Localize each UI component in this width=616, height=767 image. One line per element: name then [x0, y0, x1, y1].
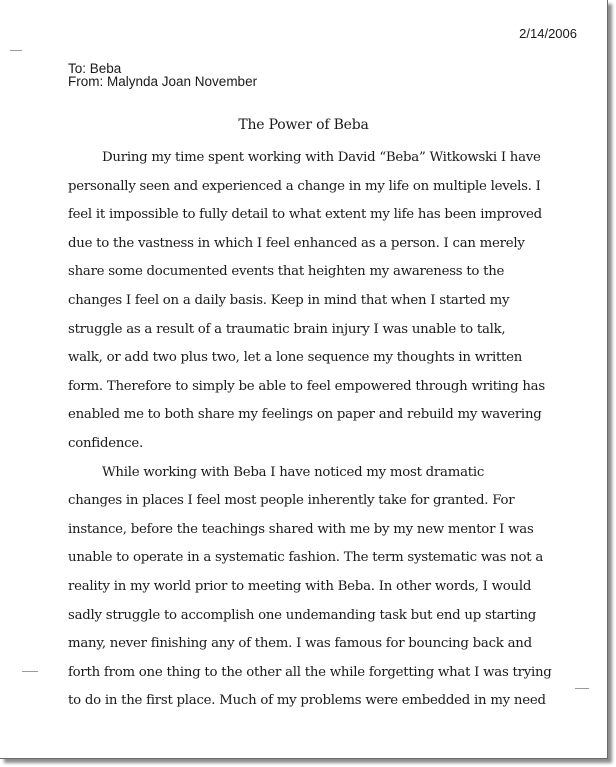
scan-speck: [10, 50, 22, 51]
document-date: 2/14/2006: [519, 26, 577, 41]
memo-from: From: Malynda Joan November: [68, 74, 258, 89]
text-line: form. Therefore to simply be able to feel empowered through writing has: [68, 378, 545, 394]
text-line: walk, or add two plus two, let a lone sequence my thoughts in written: [68, 350, 523, 366]
text-line: sadly struggle to accomplish one undemanding task but end up starting: [68, 607, 537, 623]
document-title: The Power of Beba: [238, 117, 369, 133]
memo-header: [68, 62, 257, 88]
text-line: personally seen and experienced a change in my life on multiple levels. I: [68, 178, 541, 194]
text-line: feel it impossible to fully detail to what extent my life has been improved: [68, 207, 542, 223]
text-line: due to the vastness in which I feel enhanced as a person. I can merely: [68, 235, 525, 251]
document-body: [68, 144, 552, 716]
text-line: During my time spent working with David “Beba” Witkowski I have: [102, 150, 541, 165]
text-line: unable to operate in a systematic fashion. The term systematic was not a: [68, 550, 544, 566]
text-line: instance, before the teachings shared with me by my new mentor I was: [68, 521, 534, 537]
text-line: many, never finishing any of them. I was famous for bouncing back and: [68, 636, 532, 652]
scan-speck: [22, 671, 38, 672]
text-line: forth from one thing to the other all the while forgetting what I was trying: [68, 664, 552, 680]
text-line: confidence.: [68, 435, 143, 451]
text-line: to do in the first place. Much of my problems were embedded in my need: [68, 693, 546, 709]
text-line: enabled me to both share my feelings on paper and rebuild my wavering: [68, 407, 542, 423]
scan-speck: [575, 688, 589, 689]
text-line: While working with Beba I have noticed my most dramatic: [102, 464, 485, 480]
text-line: share some documented events that heighten my awareness to the: [68, 264, 505, 280]
text-line: changes in places I feel most people inherently take for granted. For: [68, 493, 515, 509]
text-line: reality in my world prior to meeting with Beba. In other words, I would: [68, 578, 532, 594]
paragraph-1: [68, 144, 548, 459]
memo-to: To: Beba: [68, 61, 122, 76]
text-line: struggle as a result of a traumatic brain injury I was unable to talk,: [68, 321, 506, 337]
text-line: changes I feel on a daily basis. Keep in mind that when I started my: [68, 292, 510, 308]
paragraph-2: [68, 459, 552, 716]
